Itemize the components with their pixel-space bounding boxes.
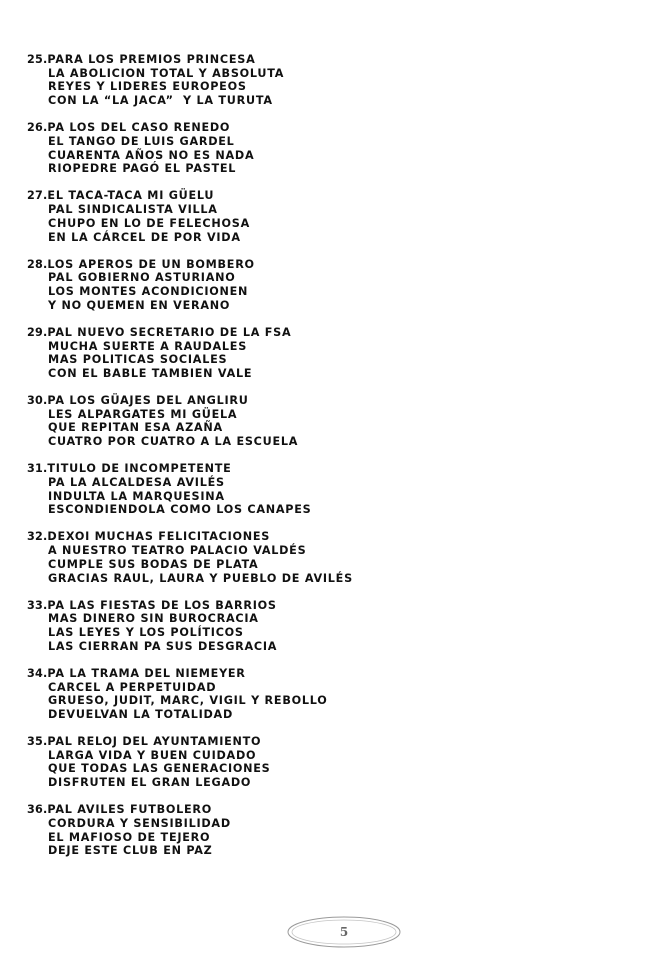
verse-line-text: LOS APEROS DE UN BOMBERO (47, 257, 255, 271)
verse-line-1 (27, 258, 647, 272)
verse-number: 28. (27, 257, 48, 271)
verse (27, 803, 647, 858)
verse-line-text: PAL NUEVO SECRETARIO DE LA FSA (47, 325, 292, 339)
verse-line-1 (27, 462, 647, 476)
verse-line-2: MUCHA SUERTE A RAUDALES (48, 339, 247, 353)
verse-line-1 (27, 121, 647, 135)
verse-line-text: EL TACA-TACA MI GÜELU (47, 189, 215, 203)
verse-number: 27. (27, 189, 48, 203)
verse-line-1 (27, 735, 647, 749)
verse-number: 29. (27, 325, 48, 339)
verse-line-2: CORDURA Y SENSIBILIDAD (48, 816, 231, 830)
verse-number: 26. (27, 121, 48, 135)
verse-line-1 (27, 189, 647, 203)
verse-line-1 (27, 599, 647, 613)
verse-line-4: RIOPEDRE PAGÓ EL PASTEL (48, 162, 237, 176)
verse-line-4: ESCONDIENDOLA COMO LOS CANAPES (48, 503, 312, 517)
verse-line-3: CUARENTA AÑOS NO ES NADA (48, 148, 255, 162)
verse-line-2: PAL GOBIERNO ASTURIANO (48, 271, 236, 285)
verse-number: 25. (27, 53, 48, 66)
verse-line-4: CON EL BABLE TAMBIEN VALE (48, 366, 253, 380)
verse-line-4: LAS CIERRAN PA SUS DESGRACIA (48, 639, 278, 653)
verse-line-1 (27, 667, 647, 681)
verse-line-1 (27, 530, 647, 544)
verse (27, 258, 647, 313)
verse-line-4: CUATRO POR CUATRO A LA ESCUELA (48, 435, 299, 449)
verse-number: 35. (27, 735, 48, 749)
verse-line-3: CHUPO EN LO DE FELECHOSA (48, 216, 250, 230)
verse-line-3: EL MAFIOSO DE TEJERO (48, 830, 211, 844)
verse (27, 394, 647, 449)
verse-number: 30. (27, 394, 48, 408)
verse-line-text: PARA LOS PREMIOS PRINCESA (47, 53, 256, 66)
verse-line-1 (27, 394, 647, 408)
verse (27, 735, 647, 790)
verse-line-4: CON LA “LA JACA” Y LA TURUTA (48, 94, 273, 108)
verse-line-4: GRACIAS RAUL, LAURA Y PUEBLO DE AVILÉS (48, 571, 353, 585)
verse-number: 32. (27, 530, 48, 544)
verse-number: 36. (27, 803, 48, 817)
verse (27, 530, 647, 585)
verse-line-3: QUE TODAS LAS GENERACIONES (48, 762, 271, 776)
verse-line-text: PAL RELOJ DEL AYUNTAMIENTO (47, 735, 262, 749)
verse (27, 326, 647, 381)
verse (27, 121, 647, 176)
verse-line-text: PA LOS GÜAJES DEL ANGLIRU (47, 394, 249, 408)
verse-line-3: GRUESO, JUDIT, MARC, VIGIL Y REBOLLO (48, 694, 328, 708)
verse-line-text: DEXOI MUCHAS FELICITACIONES (47, 530, 271, 544)
verse-line-2: PAL SINDICALISTA VILLA (48, 203, 218, 217)
verse-line-text: TITULO DE INCOMPETENTE (47, 462, 232, 476)
verse-line-3: LOS MONTES ACONDICIONEN (48, 285, 249, 299)
verse-line-2: LARGA VIDA Y BUEN CUIDADO (48, 748, 257, 762)
verse-number: 34. (27, 666, 48, 680)
verse-line-4: DEJE ESTE CLUB EN PAZ (48, 844, 213, 858)
verse-line-3: QUE REPITAN ESA AZAÑA (48, 421, 223, 435)
verse-line-4: DEVUELVAN LA TOTALIDAD (48, 707, 233, 721)
verse-line-text: PA LA TRAMA DEL NIEMEYER (47, 666, 246, 680)
verse-line-3: INDULTA LA MARQUESINA (48, 489, 225, 503)
page-number-badge (286, 915, 402, 949)
verse (27, 189, 647, 244)
verse-number: 31. (27, 462, 48, 476)
verse-line-1 (27, 326, 647, 340)
verse-line-2: MAS DINERO SIN BUROCRACIA (48, 612, 259, 626)
verse-line-text: PA LAS FIESTAS DE LOS BARRIOS (47, 598, 277, 612)
verse-line-2: A NUESTRO TEATRO PALACIO VALDÉS (48, 544, 307, 558)
verse-line-4: DISFRUTEN EL GRAN LEGADO (48, 776, 252, 790)
verse-line-2: PA LA ALCALDESA AVILÉS (48, 475, 225, 489)
verse-line-2: LA ABOLICION TOTAL Y ABSOLUTA (48, 66, 285, 80)
verse-line-1 (27, 53, 647, 67)
verse-line-text: PA LOS DEL CASO RENEDO (47, 121, 231, 135)
verse (27, 53, 647, 108)
verse-line-4: EN LA CÁRCEL DE POR VIDA (48, 230, 241, 244)
verse-number: 33. (27, 598, 48, 612)
verse-line-3: REYES Y LIDERES EUROPEOS (48, 80, 247, 94)
verses-list (27, 53, 647, 871)
verse-line-3: CUMPLE SUS BODAS DE PLATA (48, 557, 259, 571)
verse (27, 599, 647, 654)
page-number: 5 (339, 925, 349, 939)
verse-line-1 (27, 803, 647, 817)
verse (27, 667, 647, 722)
verse-line-3: LAS LEYES Y LOS POLÍTICOS (48, 626, 244, 640)
verse-line-2: CARCEL A PERPETUIDAD (48, 680, 217, 694)
verse (27, 462, 647, 517)
verse-line-4: Y NO QUEMEN EN VERANO (48, 298, 231, 312)
verse-line-text: PAL AVILES FUTBOLERO (47, 803, 213, 817)
verse-line-2: EL TANGO DE LUIS GARDEL (48, 134, 235, 148)
verse-line-2: LES ALPARGATES MI GÜELA (48, 407, 238, 421)
verse-line-3: MAS POLITICAS SOCIALES (48, 353, 228, 367)
